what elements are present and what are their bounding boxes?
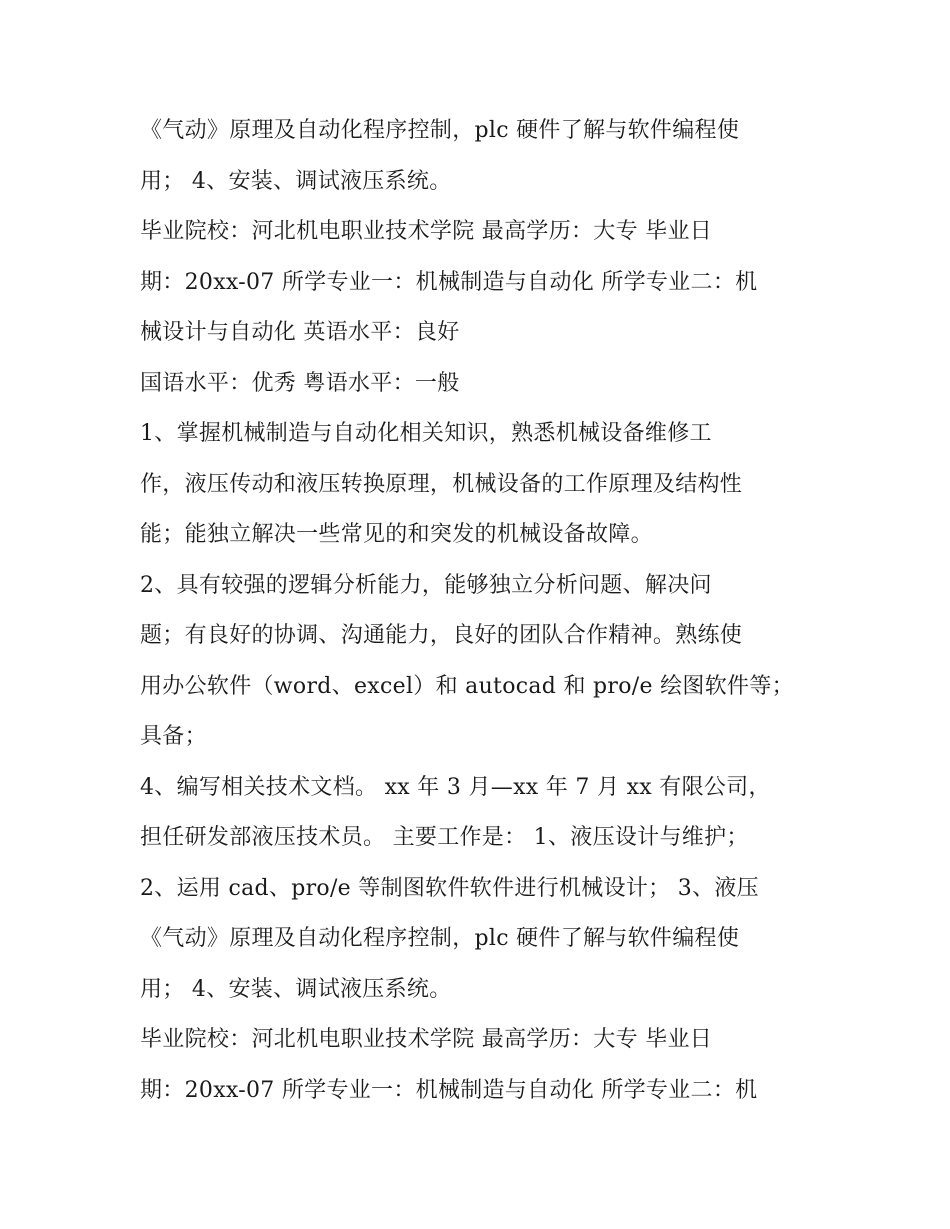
text-line: 题；有良好的协调、沟通能力，良好的团队合作精神。熟练使 (140, 623, 743, 648)
text-line: 作，液压传动和液压转换原理，机械设备的工作原理及结构性 (140, 471, 743, 497)
text-line: 担任研发部液压技术员。 主要工作是： 1、液压设计与维护； (140, 825, 749, 850)
text-line: 械设计与自动化 英语水平：良好 (140, 320, 460, 345)
text-line: 能；能独立解决一些常见的和突发的机械设备故障。 (140, 522, 653, 547)
text-line: 用； 4、安装、调试液压系统。 (140, 976, 452, 1002)
text-line: 4、编写相关技术文档。 xx 年 3 月—xx 年 7 月 xx 有限公司， (140, 774, 771, 800)
text-line: 用办公软件（word、excel）和 autocad 和 pro/e 绘图软件等； (140, 673, 794, 699)
text-line: 《气动》原理及自动化程序控制，plc 硬件了解与软件编程使 (140, 118, 740, 143)
text-line: 期：20xx-07 所学专业一：机械制造与自动化 所学专业二：机 (140, 1077, 758, 1103)
text-line: 期：20xx-07 所学专业一：机械制造与自动化 所学专业二：机 (140, 269, 758, 295)
document-body (140, 106, 830, 1116)
text-line: 毕业院校：河北机电职业技术学院 最高学历：大专 毕业日 (140, 1027, 713, 1052)
text-line: 具备； (140, 724, 207, 749)
text-line: 国语水平：优秀 粤语水平：一般 (140, 370, 460, 396)
text-line: 2、具有较强的逻辑分析能力，能够独立分析问题、解决问 (140, 572, 712, 598)
text-line: 2、运用 cad、pro/e 等制图软件软件进行机械设计； 3、液压 (140, 875, 759, 901)
text-line: 《气动》原理及自动化程序控制，plc 硬件了解与软件编程使 (140, 926, 740, 951)
text-line: 用； 4、安装、调试液压系统。 (140, 168, 452, 194)
text-line: 毕业院校：河北机电职业技术学院 最高学历：大专 毕业日 (140, 219, 713, 244)
text-line: 1、掌握机械制造与自动化相关知识，熟悉机械设备维修工 (140, 421, 712, 446)
